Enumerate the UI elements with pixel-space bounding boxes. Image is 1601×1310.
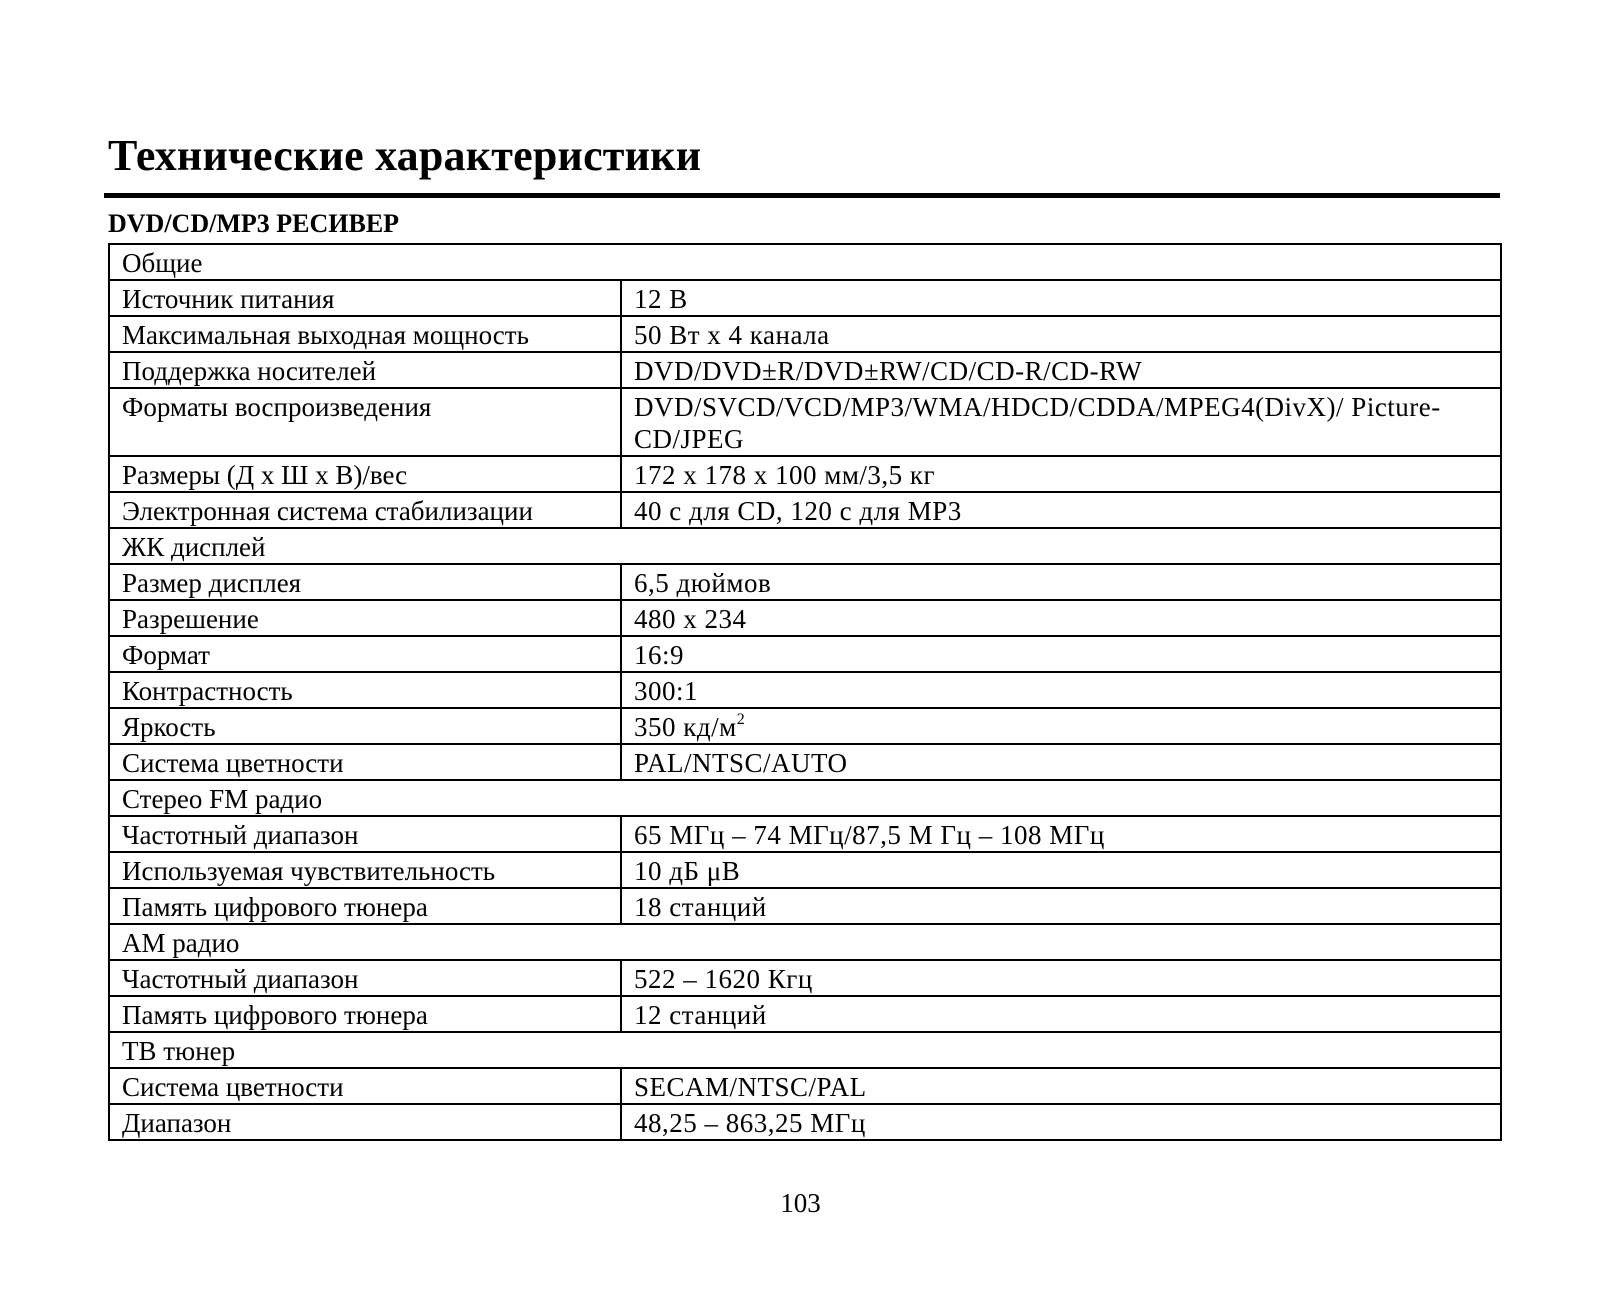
spec-label: Поддержка носителей [109, 352, 621, 388]
spec-value: 65 МГц – 74 МГц/87,5 М Гц – 108 МГц [621, 816, 1501, 852]
table-row [109, 388, 1501, 456]
spec-value: 18 станций [621, 888, 1501, 924]
table-row [109, 996, 1501, 1032]
table-row [109, 1104, 1501, 1140]
spec-value: 300:1 [621, 672, 1501, 708]
table-row [109, 600, 1501, 636]
spec-label: Максимальная выходная мощность [109, 316, 621, 352]
page-title: Технические характеристики [108, 131, 702, 180]
specs-table [108, 243, 1502, 1141]
spec-label: Используемая чувствительность [109, 852, 621, 888]
group-label: ЖК дисплей [109, 528, 1501, 564]
group-row-tv-tuner [109, 1032, 1501, 1068]
spec-label: Яркость [109, 708, 621, 744]
table-row [109, 744, 1501, 780]
spec-value: 480 х 234 [621, 600, 1501, 636]
spec-value: 522 – 1620 Кгц [621, 960, 1501, 996]
table-row [109, 960, 1501, 996]
table-row [109, 852, 1501, 888]
table-row [109, 1068, 1501, 1104]
spec-label: Система цветности [109, 744, 621, 780]
spec-value: 48,25 – 863,25 МГц [621, 1104, 1501, 1140]
section-heading: DVD/CD/MP3 РЕСИВЕР [108, 209, 400, 238]
table-row [109, 708, 1501, 744]
spec-value: 16:9 [621, 636, 1501, 672]
table-row [109, 280, 1501, 316]
spec-label: Контрастность [109, 672, 621, 708]
spec-value: 12 станций [621, 996, 1501, 1032]
group-label: Стерео FM радио [109, 780, 1501, 816]
group-label: Общие [109, 244, 1501, 280]
spec-value: 6,5 дюймов [621, 564, 1501, 600]
table-row [109, 816, 1501, 852]
group-row-fm-radio [109, 780, 1501, 816]
spec-label: Разрешение [109, 600, 621, 636]
spec-value: DVD/SVCD/VCD/MP3/WMA/HDCD/CDDA/MPEG4(DivX)/ Picture-CD/JPEG [621, 388, 1501, 456]
spec-value: 12 В [621, 280, 1501, 316]
spec-label: Размеры (Д х Ш х В)/вес [109, 456, 621, 492]
spec-value: 172 х 178 х 100 мм/3,5 кг [621, 456, 1501, 492]
spec-label: Диапазон [109, 1104, 621, 1140]
brightness-value: 350 кд/м [634, 712, 737, 742]
spec-label: Система цветности [109, 1068, 621, 1104]
group-row-general [109, 244, 1501, 280]
spec-label: Частотный диапазон [109, 960, 621, 996]
table-row [109, 888, 1501, 924]
spec-label: Формат [109, 636, 621, 672]
title-rule [104, 193, 1500, 198]
group-row-lcd [109, 528, 1501, 564]
spec-value: 40 с для CD, 120 с для MP3 [621, 492, 1501, 528]
spec-label: Источник питания [109, 280, 621, 316]
table-row [109, 316, 1501, 352]
table-row [109, 492, 1501, 528]
table-row [109, 564, 1501, 600]
spec-value [621, 708, 1501, 744]
group-row-am-radio [109, 924, 1501, 960]
spec-label: Частотный диапазон [109, 816, 621, 852]
table-row [109, 352, 1501, 388]
spec-label: Электронная система стабилизации [109, 492, 621, 528]
page-number: 103 [780, 1188, 821, 1218]
spec-label: Память цифрового тюнера [109, 996, 621, 1032]
spec-label: Размер дисплея [109, 564, 621, 600]
spec-value: PAL/NTSC/AUTO [621, 744, 1501, 780]
spec-value: DVD/DVD±R/DVD±RW/CD/CD-R/CD-RW [621, 352, 1501, 388]
group-label: ТВ тюнер [109, 1032, 1501, 1068]
table-row [109, 672, 1501, 708]
spec-value: SECAM/NTSC/PAL [621, 1068, 1501, 1104]
unit-superscript: 2 [736, 711, 746, 728]
group-label: АМ радио [109, 924, 1501, 960]
table-row [109, 636, 1501, 672]
spec-label: Память цифрового тюнера [109, 888, 621, 924]
spec-label: Форматы воспроизведения [109, 388, 621, 456]
table-row [109, 456, 1501, 492]
spec-value: 10 дБ μВ [621, 852, 1501, 888]
spec-value: 50 Вт х 4 канала [621, 316, 1501, 352]
